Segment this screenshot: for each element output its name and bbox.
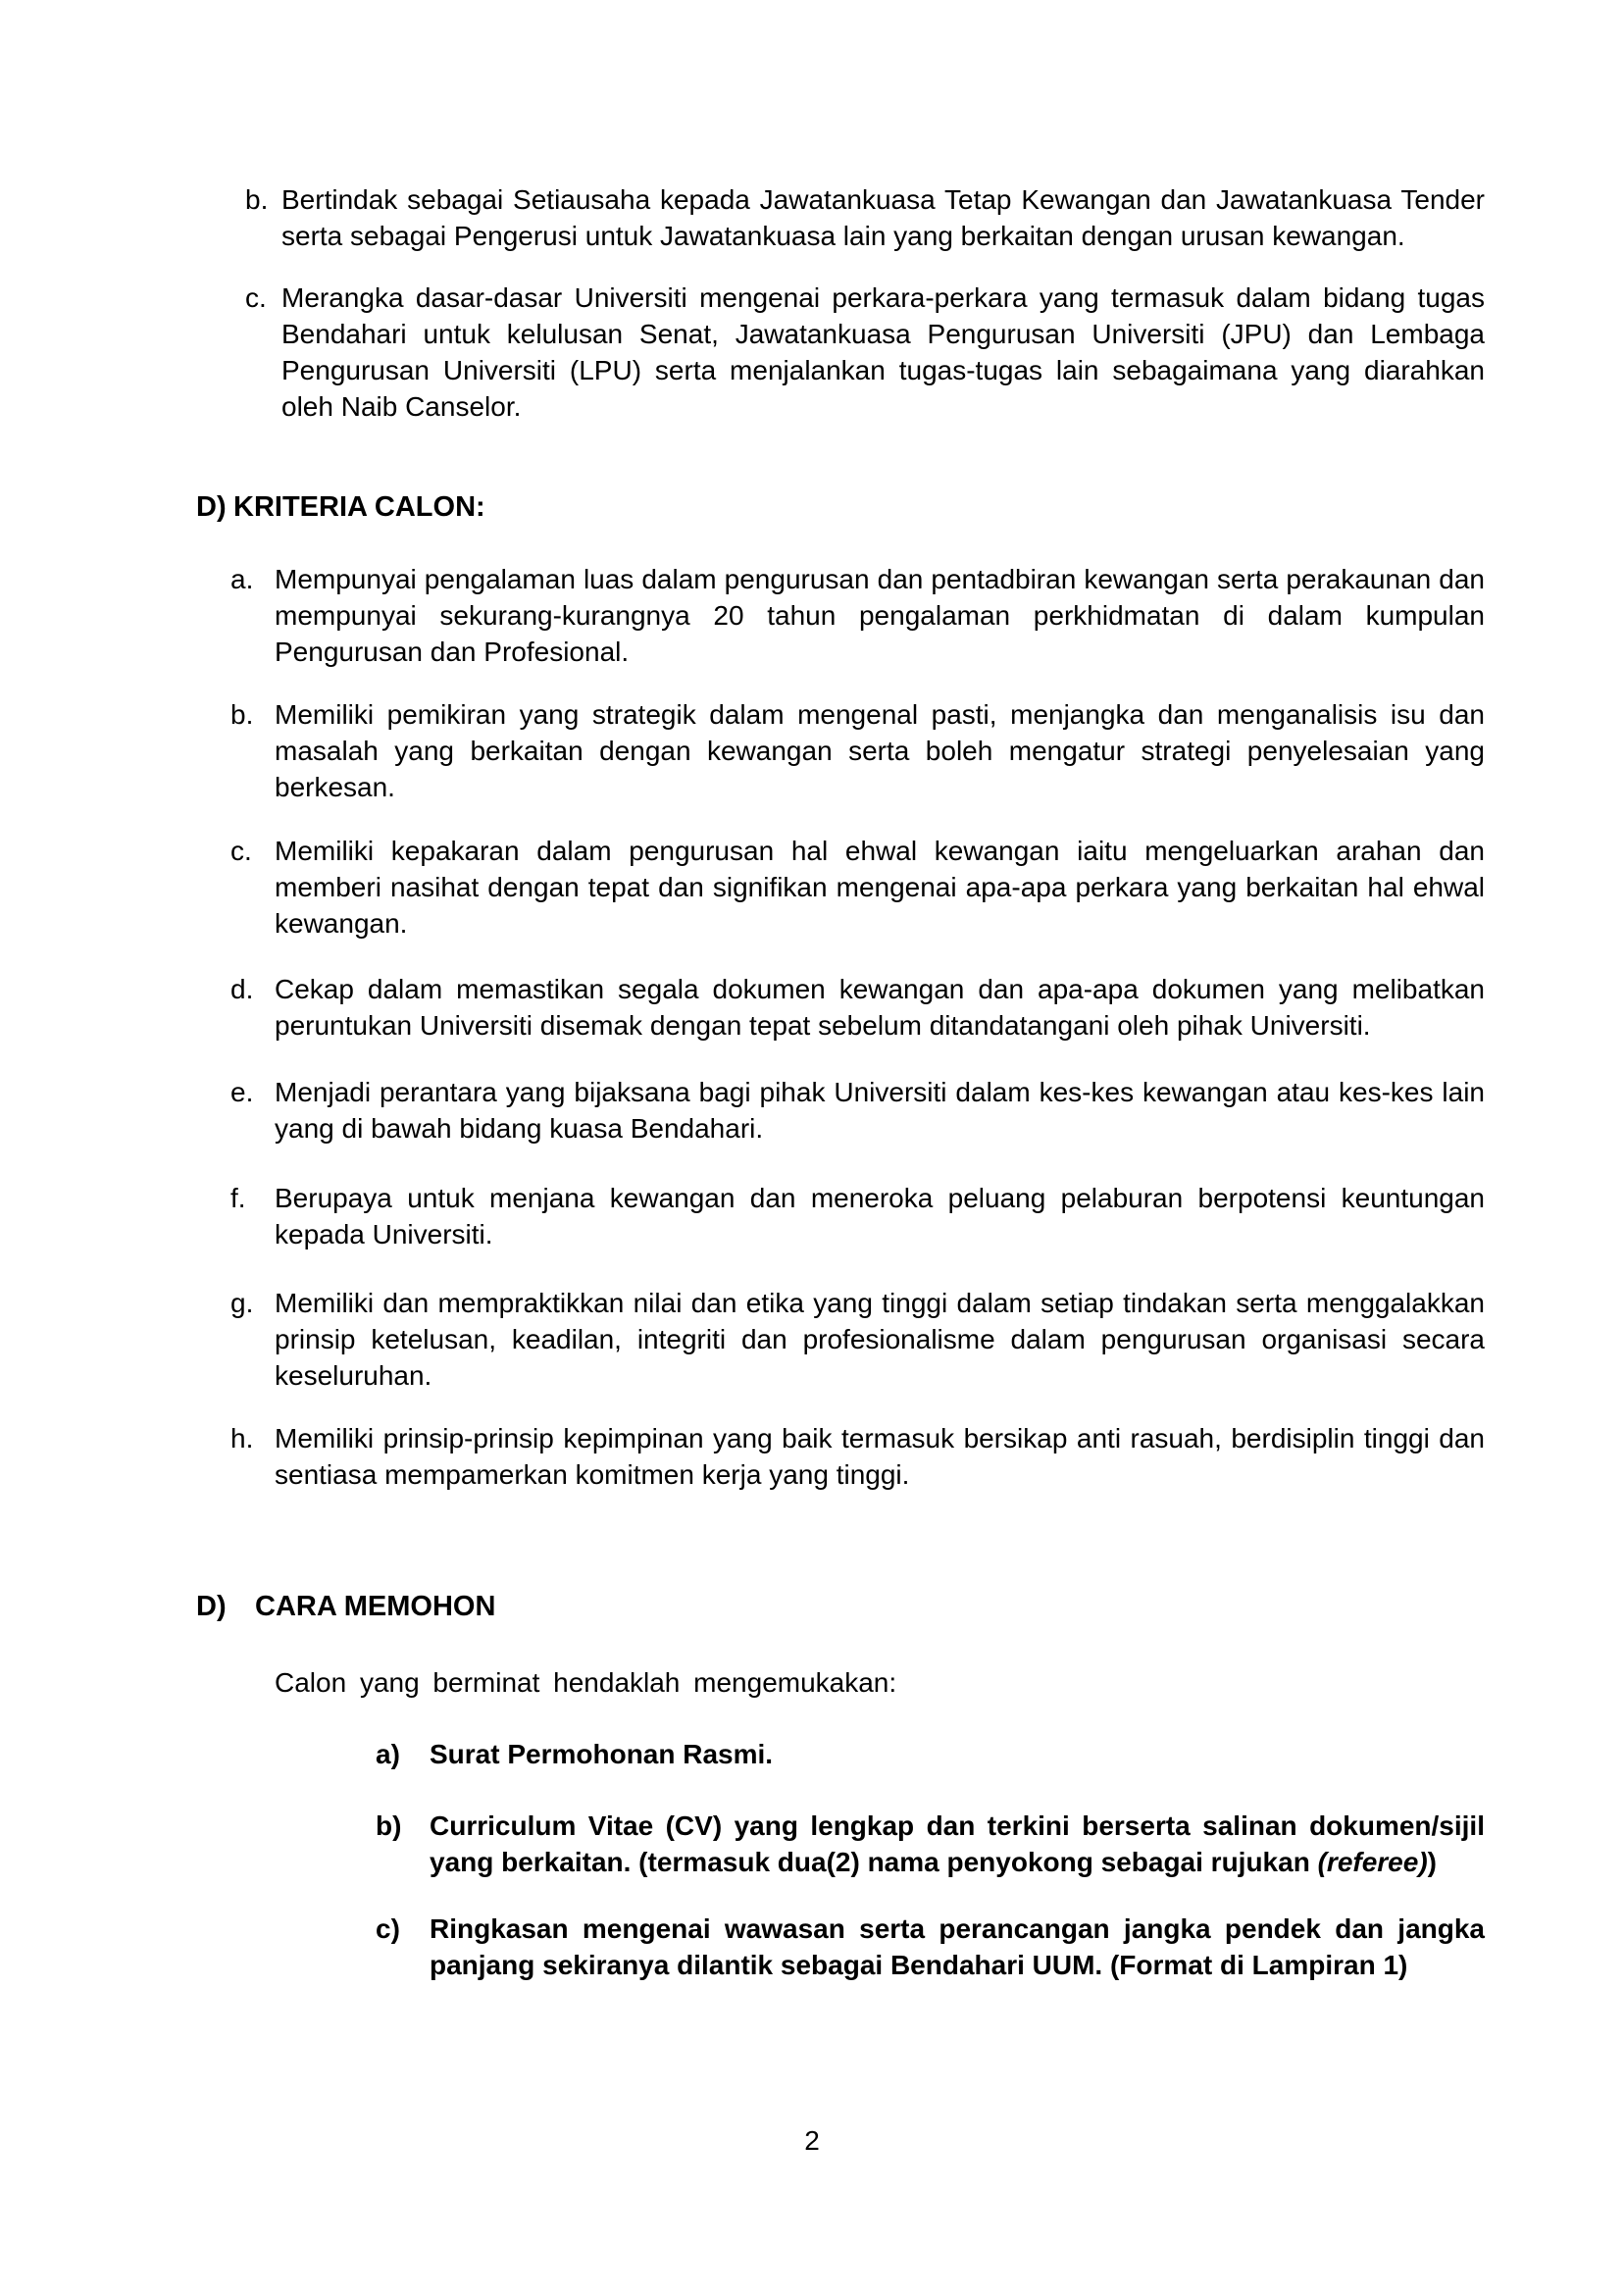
list-item-letter: h. bbox=[230, 1423, 254, 1453]
list-item-text: Berupaya untuk menjana kewangan dan meneroka peluang pelaburan berpotensi keuntungan kepada Universiti. bbox=[275, 1183, 1485, 1249]
list-item bbox=[230, 833, 1485, 942]
list-item-text: Bertindak sebagai Setiausaha kepada Jawatankuasa Tetap Kewangan dan Jawatankuasa Tender serta sebagai Pengerusi untuk Jawatankuasa lain yang berkaitan dengan urusan kewangan. bbox=[281, 184, 1485, 251]
list-item-text-before: Curriculum Vitae (CV) yang lengkap dan terkini berserta salinan dokumen/sijil yang berkaitan. (termasuk dua(2) nama penyokong sebagai rujukan bbox=[430, 1810, 1485, 1877]
list-item-letter: a. bbox=[230, 564, 254, 594]
list-item-letter: d. bbox=[230, 974, 254, 1004]
list-item-text: Menjadi perantara yang bijaksana bagi pihak Universiti dalam kes-kes kewangan atau kes-kes lain yang di bawah bidang kuasa Bendahari. bbox=[275, 1077, 1485, 1144]
list-item-text: Memiliki pemikiran yang strategik dalam mengenal pasti, menjangka dan menganalisis isu dan masalah yang berkaitan dengan kewangan serta boleh mengatur strategi penyelesaian yang berkesan. bbox=[275, 699, 1485, 802]
list-item bbox=[230, 696, 1485, 805]
list-item-letter: b. bbox=[230, 699, 254, 730]
list-item bbox=[376, 1808, 1485, 1880]
list-item bbox=[230, 1285, 1485, 1394]
list-item-text-italic: (referee) bbox=[1317, 1847, 1428, 1877]
list-item-letter: c. bbox=[230, 836, 252, 866]
heading-letter: D) bbox=[196, 491, 227, 523]
memohon-intro-text: Calon yang berminat hendaklah mengemukakan: bbox=[275, 1667, 897, 1698]
list-item bbox=[230, 1420, 1485, 1493]
list-item-text: Ringkasan mengenai wawasan serta perancangan jangka pendek dan jangka panjang sekiranya dilantik sebagai Bendahari UUM. (Format di Lampiran 1) bbox=[430, 1913, 1485, 1980]
list-item bbox=[230, 1180, 1485, 1252]
heading-text: KRITERIA CALON: bbox=[233, 491, 485, 523]
list-item-letter: c) bbox=[376, 1913, 400, 1944]
list-item bbox=[245, 181, 1485, 254]
list-item bbox=[245, 280, 1485, 425]
list-item-text: Merangka dasar-dasar Universiti mengenai perkara-perkara yang termasuk dalam bidang tugas Bendahari untuk kelulusan Senat, Jawatankuasa Pengurusan Universiti (JPU) dan Lembaga Pengurusan Universiti (LPU) serta menjalankan tugas-tugas lain sebagaimana yang diarahkan oleh Naib Canselor. bbox=[281, 282, 1485, 422]
list-item-text: Mempunyai pengalaman luas dalam pengurusan dan pentadbiran kewangan serta perakaunan dan mempunyai sekurang-kurangnya 20 tahun pengalaman perkhidmatan di dalam kumpulan Pengurusan dan Profesional. bbox=[275, 564, 1485, 667]
list-item-text-after: ) bbox=[1427, 1847, 1437, 1877]
page-number: 2 bbox=[804, 2125, 820, 2156]
list-item-letter: e. bbox=[230, 1077, 254, 1107]
list-item bbox=[230, 561, 1485, 670]
heading-letter: D) bbox=[196, 1591, 227, 1622]
section-heading-cara-memohon bbox=[196, 1589, 1624, 1625]
list-item-letter: a) bbox=[376, 1739, 400, 1769]
heading-text: CARA MEMOHON bbox=[255, 1591, 496, 1622]
list-item-text: Memiliki prinsip-prinsip kepimpinan yang baik termasuk bersikap anti rasuah, berdisiplin tinggi dan sentiasa mempamerkan komitmen kerja yang tinggi. bbox=[275, 1423, 1485, 1490]
list-item bbox=[230, 1074, 1485, 1147]
list-item-letter: g. bbox=[230, 1288, 254, 1318]
list-item-text: Surat Permohonan Rasmi. bbox=[430, 1739, 774, 1769]
list-item-letter: c. bbox=[245, 282, 267, 313]
list-item-text: Cekap dalam memastikan segala dokumen kewangan dan apa-apa dokumen yang melibatkan peruntukan Universiti disemak dengan tepat sebelum ditandatangani oleh pihak Universiti. bbox=[275, 974, 1485, 1041]
list-item-text: Memiliki kepakaran dalam pengurusan hal ehwal kewangan iaitu mengeluarkan arahan dan memberi nasihat dengan tepat dan signifikan mengenai apa-apa perkara yang berkaitan hal ehwal kewangan. bbox=[275, 836, 1485, 939]
list-item-letter: b. bbox=[245, 184, 269, 215]
list-item-letter: f. bbox=[230, 1183, 246, 1213]
list-item bbox=[376, 1736, 1485, 1772]
list-item-text: Memiliki dan mempraktikkan nilai dan etika yang tinggi dalam setiap tindakan serta menggalakkan prinsip ketelusan, keadilan, integriti dan profesionalisme dalam pengurusan organisasi secara keseluruhan. bbox=[275, 1288, 1485, 1391]
list-item bbox=[230, 971, 1485, 1044]
section-heading-kriteria-calon bbox=[196, 489, 1624, 526]
list-item-letter: b) bbox=[376, 1810, 402, 1841]
list-item-text bbox=[430, 1808, 1485, 1880]
list-item bbox=[376, 1911, 1485, 1983]
